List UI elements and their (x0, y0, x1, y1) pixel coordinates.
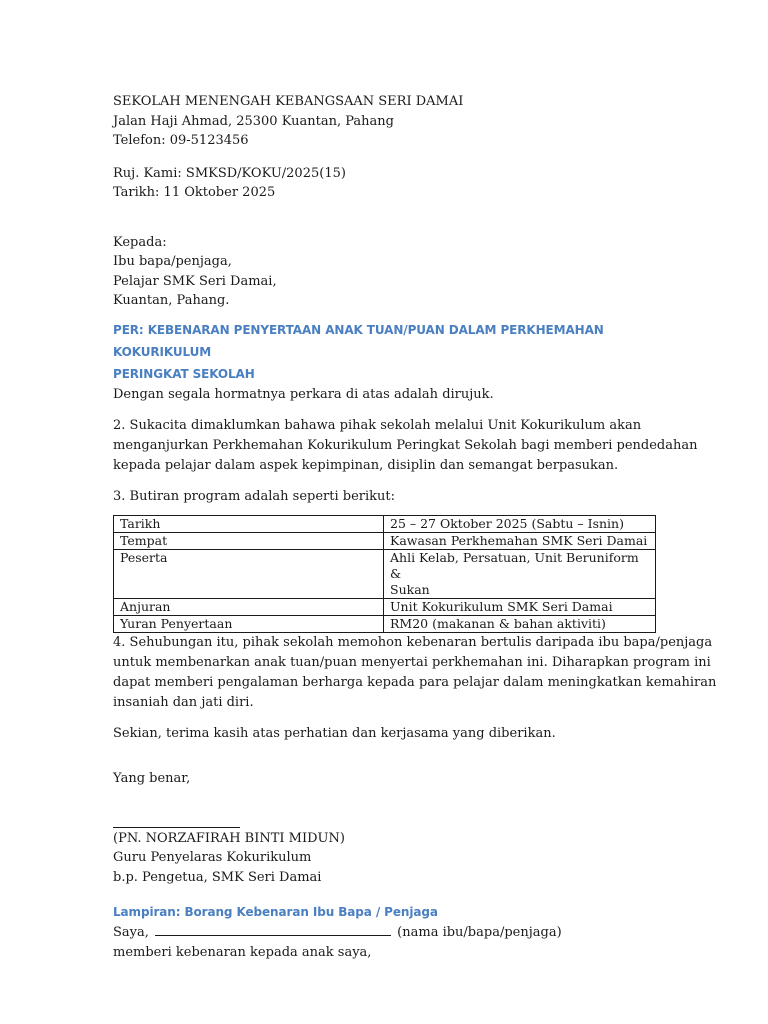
signature-line (113, 817, 653, 827)
table-cell-value: 25 – 27 Oktober 2025 (Sabtu – Isnin) (384, 515, 656, 532)
paragraph-2-line-3: kepada pelajar dalam aspek kepimpinan, disiplin dan semangat berpasukan. (113, 457, 619, 473)
table-cell-label: Peserta (114, 549, 384, 598)
signature-underline (113, 826, 240, 828)
paragraph-4-line-1: 4. Sehubungan itu, pihak sekolah memohon kebenaran bertulis daripada ibu bapa/penjaga (113, 634, 713, 650)
school-address: Jalan Haji Ahmad, 25300 Kuantan, Pahang (113, 113, 394, 129)
saya-prefix: Saya, (113, 925, 149, 940)
table-cell-label: Tempat (114, 532, 384, 549)
saya-suffix: (nama ibu/bapa/penjaga) (397, 925, 562, 940)
table-cell-value-line-1: Ahli Kelab, Persatuan, Unit Beruniform & (390, 549, 639, 581)
reference-block (113, 164, 653, 203)
signatory-for: b.p. Pengetua, SMK Seri Damai (113, 869, 322, 885)
signatory-name: (PN. NORZAFIRAH BINTI MIDUN) (113, 830, 345, 846)
reference-number: Ruj. Kami: SMKSD/KOKU/2025(15) (113, 165, 346, 181)
paragraph-4 (113, 633, 717, 713)
table-cell-value (384, 549, 656, 598)
table-cell-value: Kawasan Perkhemahan SMK Seri Damai (384, 532, 656, 549)
attachment-name-line (113, 923, 653, 943)
attachment-line-2: memberi kebenaran kepada anak saya, (113, 945, 372, 960)
school-phone: Telefon: 09-5123456 (113, 133, 249, 148)
attachment-heading: Lampiran: Borang Kebenaran Ibu Bapa / Penjaga (113, 905, 438, 919)
paragraph-2 (113, 416, 698, 476)
subject-heading (113, 319, 653, 385)
table-row (114, 549, 656, 598)
table-cell-label: Yuran Penyertaan (114, 615, 384, 632)
signatory-title: Guru Penyelaras Kokurikulum (113, 850, 312, 865)
salutation: Yang benar, (113, 770, 191, 786)
letter-date: Tarikh: 11 Oktober 2025 (113, 185, 276, 200)
table-cell-value: RM20 (makanan & bahan aktiviti) (384, 615, 656, 632)
program-details-table (113, 515, 656, 633)
letterhead (113, 92, 653, 151)
recipient-line-3: Pelajar SMK Seri Damai, (113, 273, 277, 289)
table-cell-value: Unit Kokurikulum SMK Seri Damai (384, 598, 656, 615)
paragraph-3: 3. Butiran program adalah seperti berikut: (113, 488, 396, 504)
table-row (114, 532, 656, 549)
paragraph-2-line-2: menganjurkan Perkhemahan Kokurikulum Peringkat Sekolah bagi memberi pendedahan (113, 437, 698, 453)
table-row (114, 515, 656, 532)
parent-name-blank (155, 934, 391, 936)
paragraph-4-line-4: insaniah dan jati diri. (113, 694, 254, 710)
table-row (114, 598, 656, 615)
paragraph-4-line-3: dapat memberi pengalaman berharga kepada para pelajar dalam meningkatkan kemahiran (113, 674, 717, 690)
paragraph-2-line-1: 2. Sukacita dimaklumkan bahawa pihak sekolah melalui Unit Kokurikulum akan (113, 417, 642, 433)
recipient-line-4: Kuantan, Pahang. (113, 293, 230, 308)
subject-line-1: PER: KEBENARAN PENYERTAAN ANAK TUAN/PUAN DALAM PERKHEMAHAN KOKURIKULUM (113, 322, 604, 359)
recipient-block (113, 233, 653, 311)
recipient-line-2: Ibu bapa/penjaga, (113, 254, 232, 269)
letter-page (113, 92, 717, 963)
signature-block (113, 829, 653, 888)
closing-paragraph: Sekian, terima kasih atas perhatian dan kerjasama yang diberikan. (113, 725, 556, 741)
subject-line-2: PERINGKAT SEKOLAH (113, 366, 255, 381)
opening-paragraph: Dengan segala hormatnya perkara di atas adalah dirujuk. (113, 386, 494, 402)
table-cell-label: Anjuran (114, 598, 384, 615)
table-cell-label: Tarikh (114, 515, 384, 532)
table-cell-value-line-2: Sukan (390, 581, 430, 597)
recipient-line-1: Kepada: (113, 234, 167, 250)
table-row (114, 615, 656, 632)
school-name: SEKOLAH MENENGAH KEBANGSAAN SERI DAMAI (113, 94, 464, 109)
paragraph-4-line-2: untuk membenarkan anak tuan/puan menyertai perkhemahan ini. Diharapkan program ini (113, 654, 711, 670)
